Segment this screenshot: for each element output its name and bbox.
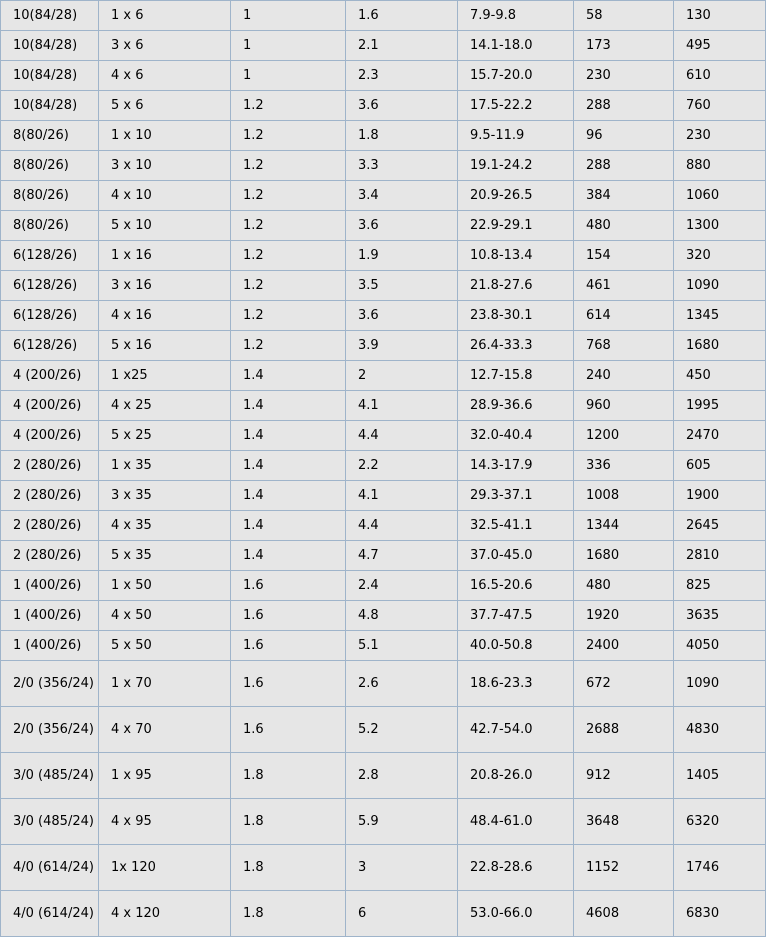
cores-size-cell: 1 x 35 bbox=[99, 451, 231, 481]
diameter-range-cell: 37.0-45.0 bbox=[458, 541, 574, 571]
awg-stranding-cell: 2/0 (356/24) bbox=[1, 661, 99, 707]
table-row bbox=[1, 541, 766, 571]
insulation-cell: 1.2 bbox=[231, 211, 346, 241]
table-row bbox=[1, 511, 766, 541]
copper-weight-cell: 96 bbox=[574, 121, 674, 151]
sheath-cell: 5.1 bbox=[346, 631, 458, 661]
sheath-cell: 4.7 bbox=[346, 541, 458, 571]
diameter-range-cell: 10.8-13.4 bbox=[458, 241, 574, 271]
awg-stranding-cell: 2 (280/26) bbox=[1, 511, 99, 541]
diameter-range-cell: 23.8-30.1 bbox=[458, 301, 574, 331]
cores-size-cell: 1 x25 bbox=[99, 361, 231, 391]
diameter-range-cell: 26.4-33.3 bbox=[458, 331, 574, 361]
insulation-cell: 1.4 bbox=[231, 391, 346, 421]
cores-size-cell: 1 x 6 bbox=[99, 1, 231, 31]
table-body bbox=[1, 1, 766, 937]
cable-weight-cell: 1300 bbox=[674, 211, 766, 241]
insulation-cell: 1.2 bbox=[231, 301, 346, 331]
cable-weight-cell: 1090 bbox=[674, 271, 766, 301]
cable-weight-cell: 605 bbox=[674, 451, 766, 481]
copper-weight-cell: 230 bbox=[574, 61, 674, 91]
diameter-range-cell: 20.9-26.5 bbox=[458, 181, 574, 211]
cores-size-cell: 4 x 35 bbox=[99, 511, 231, 541]
diameter-range-cell: 17.5-22.2 bbox=[458, 91, 574, 121]
cable-weight-cell: 4830 bbox=[674, 707, 766, 753]
diameter-range-cell: 15.7-20.0 bbox=[458, 61, 574, 91]
cores-size-cell: 4 x 16 bbox=[99, 301, 231, 331]
copper-weight-cell: 461 bbox=[574, 271, 674, 301]
diameter-range-cell: 20.8-26.0 bbox=[458, 753, 574, 799]
table-row bbox=[1, 121, 766, 151]
diameter-range-cell: 14.3-17.9 bbox=[458, 451, 574, 481]
cores-size-cell: 3 x 10 bbox=[99, 151, 231, 181]
sheath-cell: 2.8 bbox=[346, 753, 458, 799]
cable-weight-cell: 450 bbox=[674, 361, 766, 391]
sheath-cell: 3.5 bbox=[346, 271, 458, 301]
awg-stranding-cell: 6(128/26) bbox=[1, 301, 99, 331]
table-row bbox=[1, 601, 766, 631]
insulation-cell: 1.6 bbox=[231, 601, 346, 631]
diameter-range-cell: 28.9-36.6 bbox=[458, 391, 574, 421]
awg-stranding-cell: 1 (400/26) bbox=[1, 601, 99, 631]
cores-size-cell: 5 x 25 bbox=[99, 421, 231, 451]
copper-weight-cell: 4608 bbox=[574, 891, 674, 937]
cores-size-cell: 1 x 16 bbox=[99, 241, 231, 271]
table-row bbox=[1, 571, 766, 601]
cable-weight-cell: 2645 bbox=[674, 511, 766, 541]
cable-weight-cell: 2470 bbox=[674, 421, 766, 451]
copper-weight-cell: 1344 bbox=[574, 511, 674, 541]
sheath-cell: 5.9 bbox=[346, 799, 458, 845]
cable-weight-cell: 130 bbox=[674, 1, 766, 31]
cores-size-cell: 5 x 10 bbox=[99, 211, 231, 241]
insulation-cell: 1.6 bbox=[231, 661, 346, 707]
insulation-cell: 1 bbox=[231, 1, 346, 31]
copper-weight-cell: 1920 bbox=[574, 601, 674, 631]
table-row bbox=[1, 1, 766, 31]
cores-size-cell: 4 x 6 bbox=[99, 61, 231, 91]
cable-weight-cell: 6830 bbox=[674, 891, 766, 937]
table-row bbox=[1, 31, 766, 61]
awg-stranding-cell: 10(84/28) bbox=[1, 61, 99, 91]
sheath-cell: 1.6 bbox=[346, 1, 458, 31]
awg-stranding-cell: 2 (280/26) bbox=[1, 451, 99, 481]
cable-weight-cell: 610 bbox=[674, 61, 766, 91]
sheath-cell: 3.6 bbox=[346, 211, 458, 241]
cores-size-cell: 3 x 16 bbox=[99, 271, 231, 301]
copper-weight-cell: 2688 bbox=[574, 707, 674, 753]
table-row bbox=[1, 271, 766, 301]
insulation-cell: 1.8 bbox=[231, 753, 346, 799]
insulation-cell: 1.4 bbox=[231, 451, 346, 481]
table-row bbox=[1, 241, 766, 271]
cable-weight-cell: 1746 bbox=[674, 845, 766, 891]
insulation-cell: 1.4 bbox=[231, 481, 346, 511]
cores-size-cell: 4 x 10 bbox=[99, 181, 231, 211]
diameter-range-cell: 9.5-11.9 bbox=[458, 121, 574, 151]
table-row bbox=[1, 661, 766, 707]
cable-weight-cell: 1900 bbox=[674, 481, 766, 511]
awg-stranding-cell: 2 (280/26) bbox=[1, 481, 99, 511]
copper-weight-cell: 240 bbox=[574, 361, 674, 391]
insulation-cell: 1.6 bbox=[231, 631, 346, 661]
diameter-range-cell: 7.9-9.8 bbox=[458, 1, 574, 31]
cable-weight-cell: 1995 bbox=[674, 391, 766, 421]
cable-weight-cell: 4050 bbox=[674, 631, 766, 661]
sheath-cell: 4.1 bbox=[346, 481, 458, 511]
awg-stranding-cell: 1 (400/26) bbox=[1, 631, 99, 661]
diameter-range-cell: 37.7-47.5 bbox=[458, 601, 574, 631]
insulation-cell: 1.2 bbox=[231, 91, 346, 121]
insulation-cell: 1.4 bbox=[231, 511, 346, 541]
awg-stranding-cell: 6(128/26) bbox=[1, 241, 99, 271]
table-row bbox=[1, 301, 766, 331]
table-row bbox=[1, 151, 766, 181]
insulation-cell: 1.8 bbox=[231, 845, 346, 891]
sheath-cell: 2.3 bbox=[346, 61, 458, 91]
diameter-range-cell: 32.0-40.4 bbox=[458, 421, 574, 451]
sheath-cell: 4.8 bbox=[346, 601, 458, 631]
cores-size-cell: 4 x 25 bbox=[99, 391, 231, 421]
copper-weight-cell: 672 bbox=[574, 661, 674, 707]
table-row bbox=[1, 91, 766, 121]
copper-weight-cell: 960 bbox=[574, 391, 674, 421]
table-row bbox=[1, 361, 766, 391]
diameter-range-cell: 29.3-37.1 bbox=[458, 481, 574, 511]
cores-size-cell: 1 x 50 bbox=[99, 571, 231, 601]
copper-weight-cell: 288 bbox=[574, 91, 674, 121]
cable-weight-cell: 760 bbox=[674, 91, 766, 121]
diameter-range-cell: 19.1-24.2 bbox=[458, 151, 574, 181]
awg-stranding-cell: 6(128/26) bbox=[1, 331, 99, 361]
sheath-cell: 3.3 bbox=[346, 151, 458, 181]
awg-stranding-cell: 8(80/26) bbox=[1, 151, 99, 181]
copper-weight-cell: 154 bbox=[574, 241, 674, 271]
table-row bbox=[1, 391, 766, 421]
awg-stranding-cell: 10(84/28) bbox=[1, 91, 99, 121]
cable-weight-cell: 1680 bbox=[674, 331, 766, 361]
copper-weight-cell: 288 bbox=[574, 151, 674, 181]
diameter-range-cell: 16.5-20.6 bbox=[458, 571, 574, 601]
sheath-cell: 3.9 bbox=[346, 331, 458, 361]
copper-weight-cell: 58 bbox=[574, 1, 674, 31]
copper-weight-cell: 912 bbox=[574, 753, 674, 799]
table-row bbox=[1, 631, 766, 661]
cable-weight-cell: 880 bbox=[674, 151, 766, 181]
cores-size-cell: 5 x 16 bbox=[99, 331, 231, 361]
sheath-cell: 3 bbox=[346, 845, 458, 891]
awg-stranding-cell: 3/0 (485/24) bbox=[1, 799, 99, 845]
table-row bbox=[1, 421, 766, 451]
diameter-range-cell: 21.8-27.6 bbox=[458, 271, 574, 301]
cable-weight-cell: 3635 bbox=[674, 601, 766, 631]
copper-weight-cell: 1200 bbox=[574, 421, 674, 451]
cores-size-cell: 4 x 95 bbox=[99, 799, 231, 845]
awg-stranding-cell: 2/0 (356/24) bbox=[1, 707, 99, 753]
awg-stranding-cell: 8(80/26) bbox=[1, 181, 99, 211]
awg-stranding-cell: 4 (200/26) bbox=[1, 391, 99, 421]
table-row bbox=[1, 61, 766, 91]
diameter-range-cell: 42.7-54.0 bbox=[458, 707, 574, 753]
copper-weight-cell: 384 bbox=[574, 181, 674, 211]
diameter-range-cell: 48.4-61.0 bbox=[458, 799, 574, 845]
insulation-cell: 1.8 bbox=[231, 891, 346, 937]
insulation-cell: 1.6 bbox=[231, 707, 346, 753]
table-row bbox=[1, 753, 766, 799]
sheath-cell: 3.4 bbox=[346, 181, 458, 211]
cable-weight-cell: 1060 bbox=[674, 181, 766, 211]
cores-size-cell: 3 x 35 bbox=[99, 481, 231, 511]
table-row bbox=[1, 451, 766, 481]
cores-size-cell: 5 x 6 bbox=[99, 91, 231, 121]
cores-size-cell: 1x 120 bbox=[99, 845, 231, 891]
cores-size-cell: 5 x 35 bbox=[99, 541, 231, 571]
sheath-cell: 4.4 bbox=[346, 511, 458, 541]
sheath-cell: 3.6 bbox=[346, 301, 458, 331]
cores-size-cell: 1 x 95 bbox=[99, 753, 231, 799]
cable-weight-cell: 1090 bbox=[674, 661, 766, 707]
cable-weight-cell: 1405 bbox=[674, 753, 766, 799]
insulation-cell: 1.2 bbox=[231, 331, 346, 361]
awg-stranding-cell: 8(80/26) bbox=[1, 211, 99, 241]
cable-weight-cell: 2810 bbox=[674, 541, 766, 571]
cores-size-cell: 4 x 50 bbox=[99, 601, 231, 631]
insulation-cell: 1 bbox=[231, 61, 346, 91]
insulation-cell: 1.2 bbox=[231, 181, 346, 211]
cable-weight-cell: 320 bbox=[674, 241, 766, 271]
diameter-range-cell: 53.0-66.0 bbox=[458, 891, 574, 937]
sheath-cell: 1.8 bbox=[346, 121, 458, 151]
sheath-cell: 1.9 bbox=[346, 241, 458, 271]
sheath-cell: 2 bbox=[346, 361, 458, 391]
table-row bbox=[1, 707, 766, 753]
copper-weight-cell: 336 bbox=[574, 451, 674, 481]
cores-size-cell: 3 x 6 bbox=[99, 31, 231, 61]
copper-weight-cell: 768 bbox=[574, 331, 674, 361]
sheath-cell: 2.4 bbox=[346, 571, 458, 601]
copper-weight-cell: 2400 bbox=[574, 631, 674, 661]
cable-weight-cell: 1345 bbox=[674, 301, 766, 331]
table-row bbox=[1, 799, 766, 845]
copper-weight-cell: 3648 bbox=[574, 799, 674, 845]
copper-weight-cell: 480 bbox=[574, 571, 674, 601]
cores-size-cell: 4 x 120 bbox=[99, 891, 231, 937]
copper-weight-cell: 1680 bbox=[574, 541, 674, 571]
insulation-cell: 1.4 bbox=[231, 541, 346, 571]
copper-weight-cell: 1008 bbox=[574, 481, 674, 511]
cable-weight-cell: 825 bbox=[674, 571, 766, 601]
awg-stranding-cell: 10(84/28) bbox=[1, 31, 99, 61]
table-row bbox=[1, 331, 766, 361]
sheath-cell: 2.1 bbox=[346, 31, 458, 61]
awg-stranding-cell: 3/0 (485/24) bbox=[1, 753, 99, 799]
copper-weight-cell: 1152 bbox=[574, 845, 674, 891]
insulation-cell: 1 bbox=[231, 31, 346, 61]
awg-stranding-cell: 4 (200/26) bbox=[1, 421, 99, 451]
table-row bbox=[1, 481, 766, 511]
cable-weight-cell: 495 bbox=[674, 31, 766, 61]
diameter-range-cell: 32.5-41.1 bbox=[458, 511, 574, 541]
insulation-cell: 1.2 bbox=[231, 271, 346, 301]
sheath-cell: 3.6 bbox=[346, 91, 458, 121]
copper-weight-cell: 614 bbox=[574, 301, 674, 331]
cable-weight-cell: 6320 bbox=[674, 799, 766, 845]
awg-stranding-cell: 10(84/28) bbox=[1, 1, 99, 31]
insulation-cell: 1.2 bbox=[231, 121, 346, 151]
insulation-cell: 1.8 bbox=[231, 799, 346, 845]
table-row bbox=[1, 891, 766, 937]
cores-size-cell: 1 x 70 bbox=[99, 661, 231, 707]
awg-stranding-cell: 4/0 (614/24) bbox=[1, 845, 99, 891]
insulation-cell: 1.4 bbox=[231, 421, 346, 451]
cable-weight-cell: 230 bbox=[674, 121, 766, 151]
table-row bbox=[1, 845, 766, 891]
diameter-range-cell: 40.0-50.8 bbox=[458, 631, 574, 661]
insulation-cell: 1.4 bbox=[231, 361, 346, 391]
diameter-range-cell: 12.7-15.8 bbox=[458, 361, 574, 391]
copper-weight-cell: 173 bbox=[574, 31, 674, 61]
awg-stranding-cell: 1 (400/26) bbox=[1, 571, 99, 601]
diameter-range-cell: 22.8-28.6 bbox=[458, 845, 574, 891]
diameter-range-cell: 14.1-18.0 bbox=[458, 31, 574, 61]
sheath-cell: 4.4 bbox=[346, 421, 458, 451]
diameter-range-cell: 22.9-29.1 bbox=[458, 211, 574, 241]
table-row bbox=[1, 211, 766, 241]
sheath-cell: 2.2 bbox=[346, 451, 458, 481]
insulation-cell: 1.6 bbox=[231, 571, 346, 601]
awg-stranding-cell: 4 (200/26) bbox=[1, 361, 99, 391]
sheath-cell: 2.6 bbox=[346, 661, 458, 707]
sheath-cell: 5.2 bbox=[346, 707, 458, 753]
awg-stranding-cell: 2 (280/26) bbox=[1, 541, 99, 571]
cores-size-cell: 1 x 10 bbox=[99, 121, 231, 151]
cores-size-cell: 5 x 50 bbox=[99, 631, 231, 661]
awg-stranding-cell: 6(128/26) bbox=[1, 271, 99, 301]
sheath-cell: 4.1 bbox=[346, 391, 458, 421]
table-row bbox=[1, 181, 766, 211]
copper-weight-cell: 480 bbox=[574, 211, 674, 241]
diameter-range-cell: 18.6-23.3 bbox=[458, 661, 574, 707]
awg-stranding-cell: 4/0 (614/24) bbox=[1, 891, 99, 937]
insulation-cell: 1.2 bbox=[231, 151, 346, 181]
sheath-cell: 6 bbox=[346, 891, 458, 937]
cores-size-cell: 4 x 70 bbox=[99, 707, 231, 753]
insulation-cell: 1.2 bbox=[231, 241, 346, 271]
awg-stranding-cell: 8(80/26) bbox=[1, 121, 99, 151]
